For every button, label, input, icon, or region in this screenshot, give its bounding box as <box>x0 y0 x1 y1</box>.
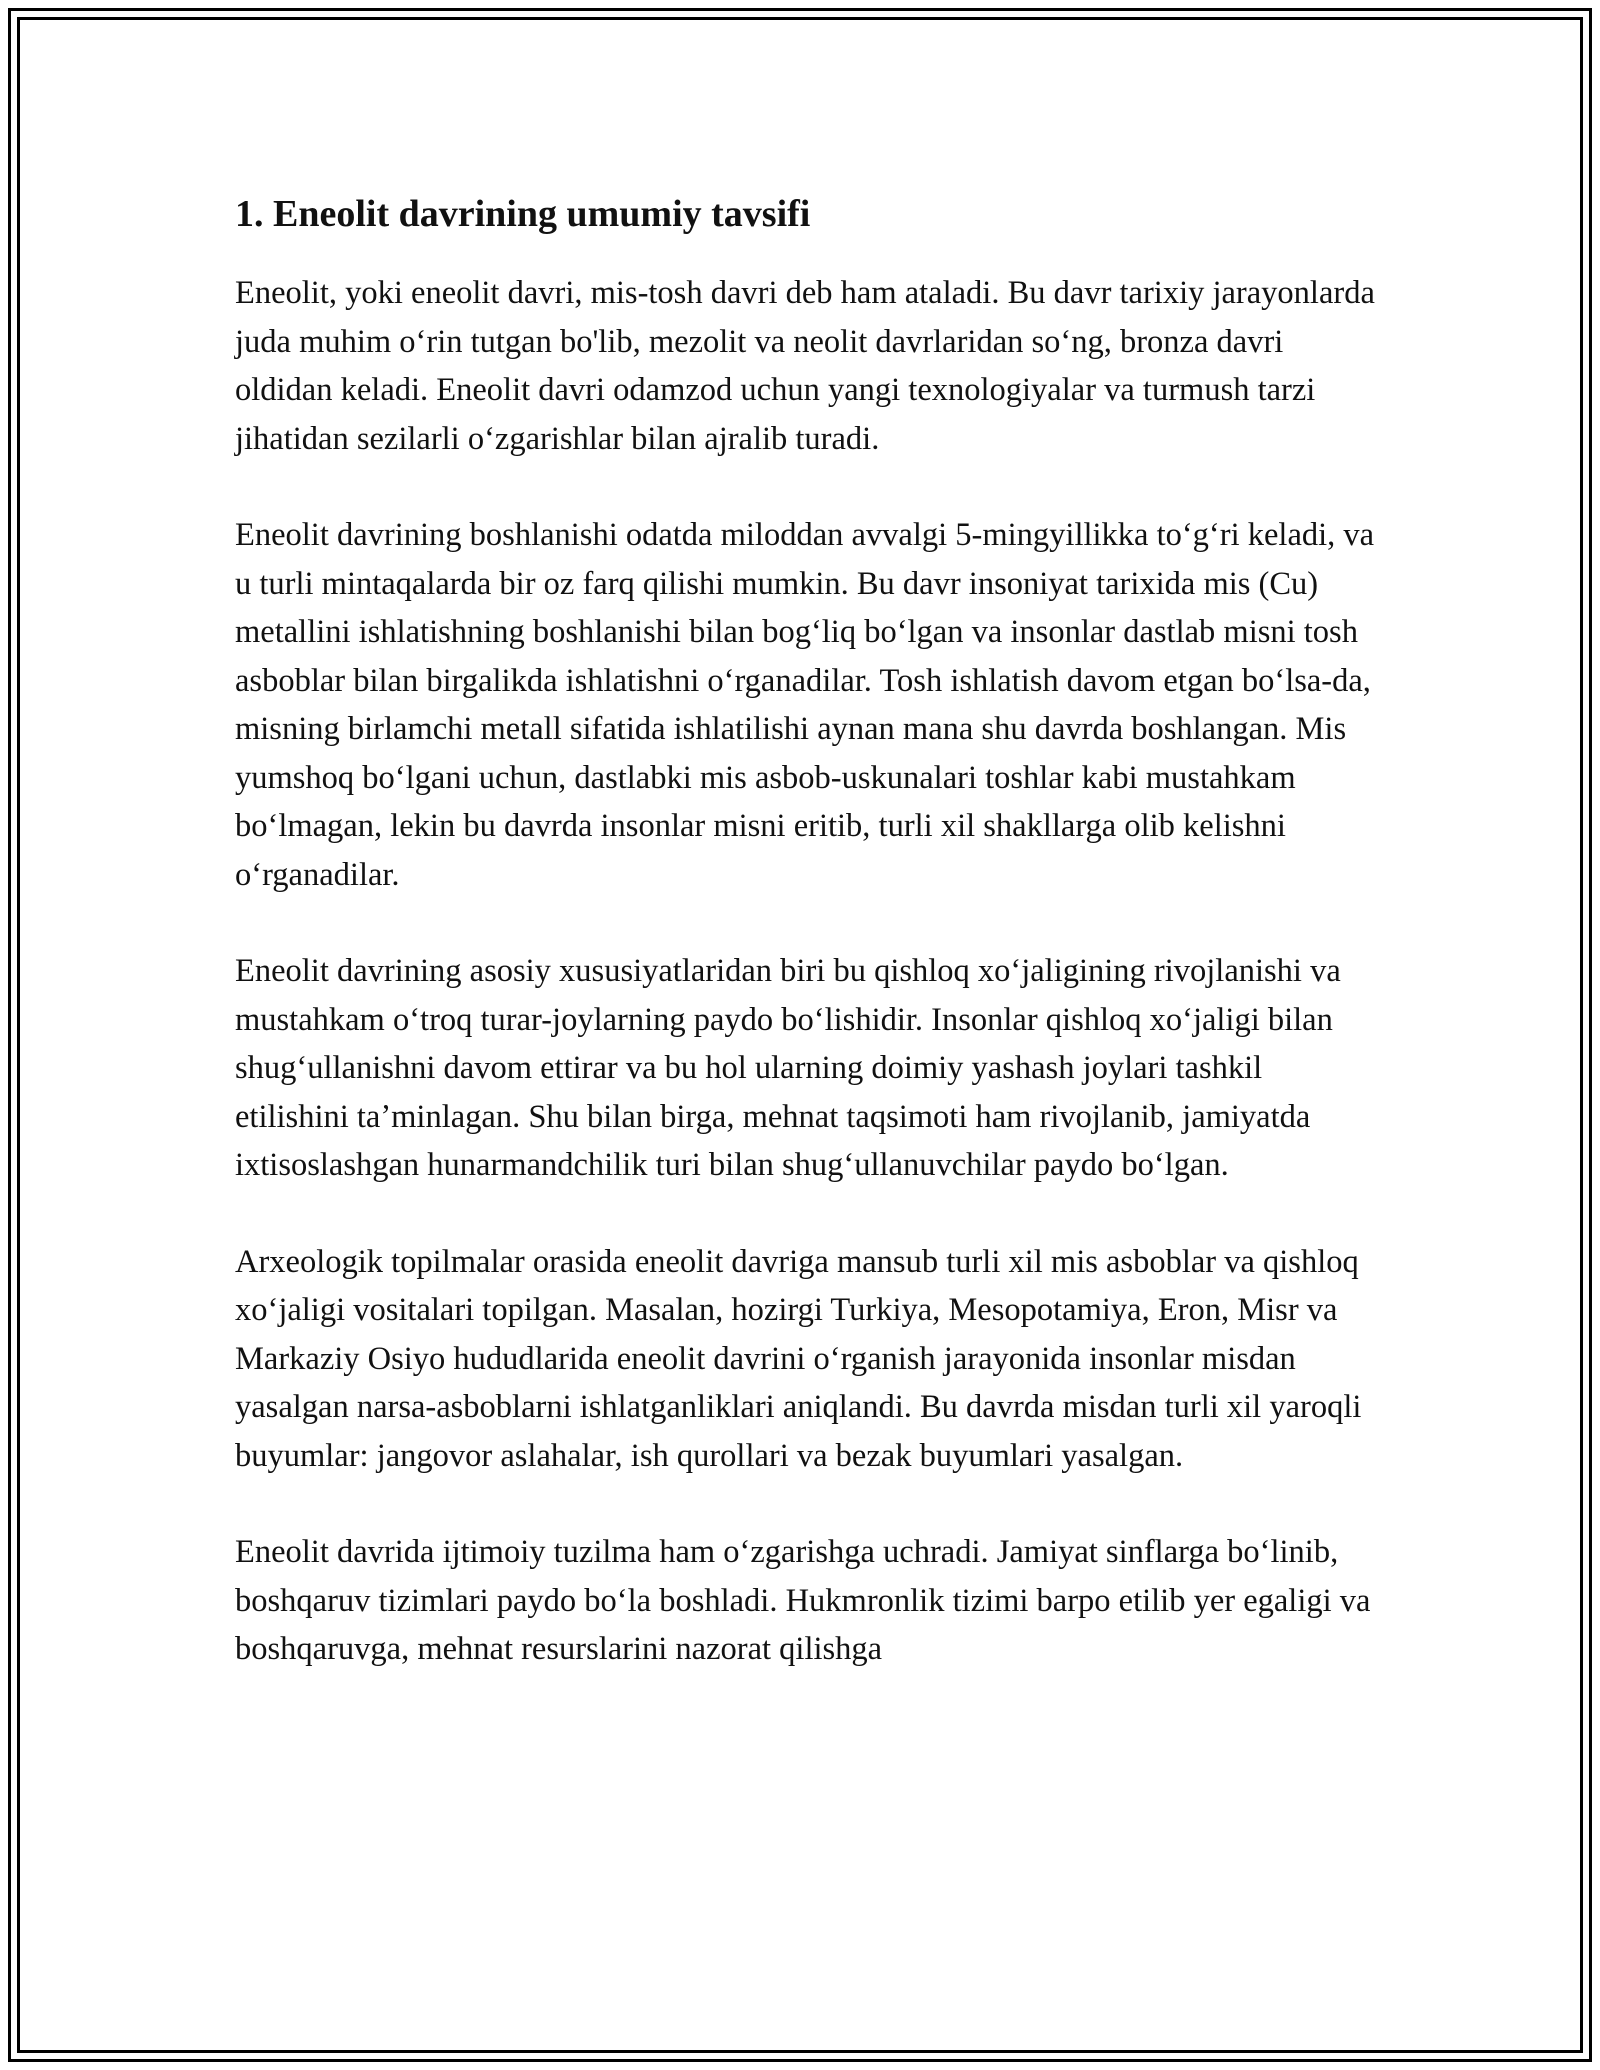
document-body <box>235 185 1375 1722</box>
paragraph-5: Eneolit davrida ijtimoiy tuzilma ham oʻzgarishga uchradi. Jamiyat sinflarga boʻlinib, boshqaruv tizimlari paydo boʻla boshladi. Hukmronlik tizimi barpo etilib yer egaligi va boshqaruvga, mehnat resurslarini nazorat qilishga <box>235 1534 1371 1667</box>
paragraph-2: Eneolit davrining boshlanishi odatda miloddan avvalgi 5-mingyillikka toʻgʻri keladi, va u turli mintaqalarda bir oz farq qilishi mumkin. Bu davr insoniyat tarixida mis (Cu) metallini ishlatishning boshlanishi bilan bogʻliq boʻlgan va insonlar dastlab misni tosh asboblar bilan birgalikda ishlatishni oʻrganadilar. Tosh ishlatish davom etgan boʻlsa-da, misning birlamchi metall sifatida ishlatilishi aynan mana shu davrda boshlangan. Mis yumshoq boʻlgani uchun, dastlabki mis asbob-uskunalari toshlar kabi mustahkam boʻlmagan, lekin bu davrda insonlar misni eritib, turli xil shakllarga olib kelishni oʻrganadilar. <box>235 517 1375 893</box>
paragraph-1: Eneolit, yoki eneolit davri, mis-tosh davri deb ham ataladi. Bu davr tarixiy jarayonlarda juda muhim oʻrin tutgan bo'lib, mezolit va neolit davrlaridan soʻng, bronza davri oldidan keladi. Eneolit davri odamzod uchun yangi texnologiyalar va turmush tarzi jihatidan sezilarli oʻzgarishlar bilan ajralib turadi. <box>235 275 1375 457</box>
paragraph-3: Eneolit davrining asosiy xususiyatlaridan biri bu qishloq xoʻjaligining rivojlanishi va mustahkam oʻtroq turar-joylarning paydo boʻlishidir. Insonlar qishloq xoʻjaligi bilan shugʻullanishni davom ettirar va bu hol ularning doimiy yashash joylari tashkil etilishini taʼminlagan. Shu bilan birga, mehnat taqsimoti ham rivojlanib, jamiyatda ixtisoslashgan hunarmandchilik turi bilan shugʻullanuvchilar paydo boʻlgan. <box>235 953 1341 1183</box>
document-title: 1. Eneolit davrining umumiy tavsifi <box>235 193 811 235</box>
paragraph-4: Arxeologik topilmalar orasida eneolit davriga mansub turli xil mis asboblar va qishloq xoʻjaligi vositalari topilgan. Masalan, hozirgi Turkiya, Mesopotamiya, Eron, Misr va Markaziy Osiyo hududlarida eneolit davrini oʻrganish jarayonida insonlar misdan yasalgan narsa-asboblarni ishlatganliklari aniqlandi. Bu davrda misdan turli xil yaroqli buyumlar: jangovor aslahalar, ish qurollari va bezak buyumlari yasalgan. <box>235 1243 1362 1474</box>
